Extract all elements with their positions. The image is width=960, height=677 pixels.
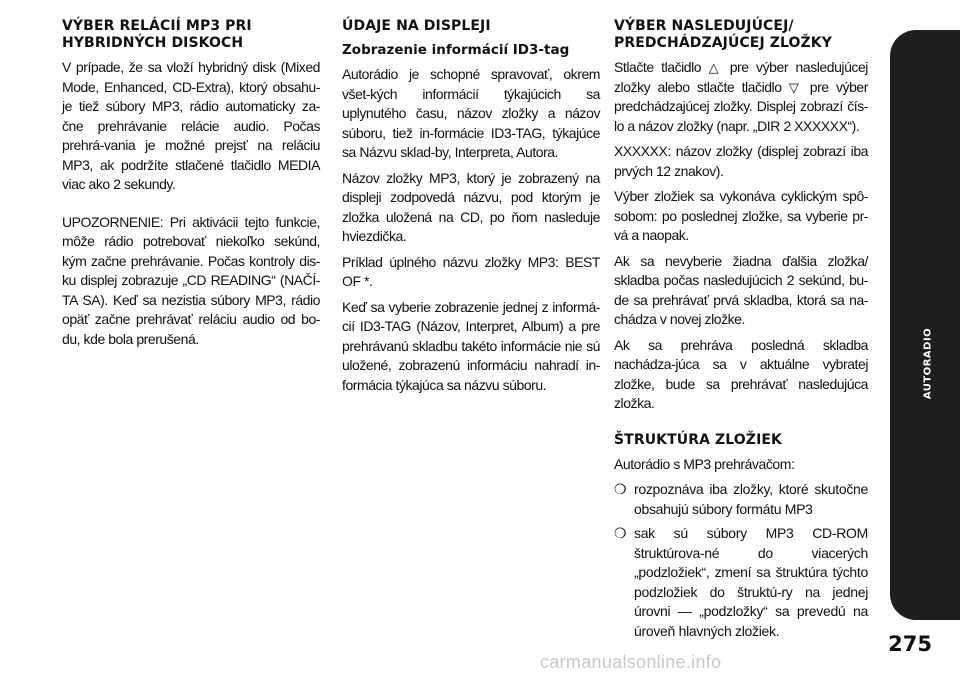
- column-middle: [342, 18, 600, 401]
- circle-bullet-icon: ❍: [614, 525, 627, 541]
- list-item: ❍ sak sú súbory MP3 CD-ROM štruktúrova-né do viacerých „podzložiek“, zmení sa štruktúra týchto podzložiek do štruktú-ry na jednej úrovni — „podzložky“ sa prevedú na úroveň hlavných zložiek.: [614, 525, 868, 639]
- warning-paragraph: UPOZORNENIE: Pri aktivácii tejto funkcie, môže rádio potrebovať niekoľko sekúnd, kým začne prehrávanie. Počas kontroly dis-ku displej zobrazuje „CD READING“ (NAČÍ-TA SA). Keď sa nezistia súbory MP3, rádio opäť začne prehrávať reláciu audio od bo-du, kde bola prerušená.: [62, 213, 320, 347]
- paragraph: Ak sa nevyberie žiadna ďalšia zložka/ skladba počas nasledujúcich 2 sekúnd, bu-de sa prehrávať prvá skladba, ktorá sa na-chádza v novej zložke.: [614, 252, 868, 327]
- side-tab-label: AUTORADIO: [922, 327, 934, 400]
- paragraph: Príklad úplného názvu zložky MP3: BEST OF *.: [342, 253, 600, 289]
- paragraph: XXXXXX: názov zložky (displej zobrazí iba prvých 12 znakov).: [614, 143, 868, 179]
- column-right: [614, 18, 868, 646]
- down-triangle-icon: ▽: [788, 79, 803, 95]
- list-item: ❍ rozpoznáva iba zložky, ktoré skutočne obsahujú súbory formátu MP3: [614, 481, 868, 517]
- paragraph: Výber zložiek sa vykonáva cyklickým spô-sobom: po poslednej zložke, sa vyberie pr-vá a naopak.: [614, 188, 868, 243]
- paragraph: Autorádio je schopné spravovať, okrem všet-kých informácií týkajúcich sa uplynutého času, názov zložky a názov súboru, tiež in-formácie ID3-TAG, týkajúce sa Názvu sklad-by, Interpreta, Autora.: [342, 66, 600, 160]
- page-number: 275: [888, 632, 932, 656]
- paragraph: Stlačte tlačidlo △ pre výber nasledujúcej zložky alebo stlačte tlačidlo ▽ pre výber predchádzajúcej zložky. Displej zobrazí čís-lo a názov zložky (napr. „DIR 2 XXXXXX“).: [614, 59, 868, 134]
- paragraph: Ak sa prehráva posledná skladba nachádza-júca sa v aktuálne vybratej zložke, bude sa prehrávať nasledujúca zložka.: [614, 336, 868, 411]
- section-title-folder-structure: ŠTRUKTÚRA ZLOŽIEK: [614, 431, 782, 448]
- paragraph: Názov zložky MP3, ktorý je zobrazený na displeji zodpovedá názvu, pod ktorým je zložka uložená na CD, po ňom nasleduje hviezdička.: [342, 169, 600, 244]
- subsection-title-id3: Zobrazenie informácií ID3-tag: [342, 42, 570, 58]
- side-tab: [890, 30, 960, 620]
- paragraph: V prípade, že sa vloží hybridný disk (Mixed Mode, Enhanced, CD-Extra), ktorý obsahu-je tiež súbory MP3, rádio automaticky za-čne prehrávanie relácie audio. Počas prehrá-vania je možné prejsť na reláciu MP3, ak podržíte stlačené tlačidlo MEDIA viac ako 2 sekundy.: [62, 59, 320, 192]
- up-triangle-icon: △: [708, 60, 723, 75]
- paragraph: Keď sa vyberie zobrazenie jednej z informá-cií ID3-TAG (Názov, Interpret, Album) a pre prehrávanú skladbu takéto informácie nie sú uložené, zobrazenú informáciu nahradí in-formácia týkajúca sa názvu súboru.: [342, 298, 600, 393]
- circle-bullet-icon: ❍: [614, 481, 627, 497]
- watermark: carmanualsonline.info: [540, 652, 722, 672]
- paragraph: Autorádio s MP3 prehrávačom:: [614, 455, 795, 472]
- section-title-display: ÚDAJE NA DISPLEJI: [342, 18, 491, 34]
- section-title-folder-select: VÝBER NASLEDUJÚCEJ/ PREDCHÁDZAJÚCEJ ZLOŽKY: [614, 18, 832, 51]
- column-left: [62, 18, 320, 355]
- bullet-list: [614, 480, 868, 641]
- section-title-mp3-hybrid: VÝBER RELÁCIÍ MP3 PRI HYBRIDNÝCH DISKOCH: [62, 18, 252, 51]
